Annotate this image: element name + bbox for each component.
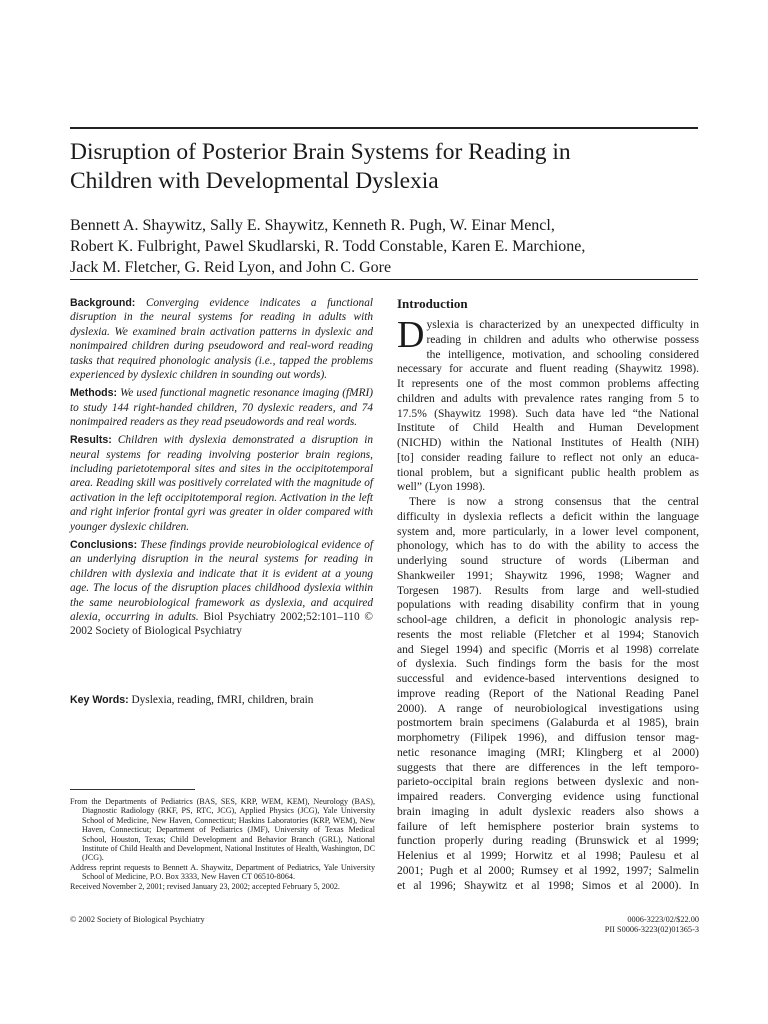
article-title bbox=[70, 138, 700, 196]
abstract bbox=[70, 296, 373, 642]
intro-line: There is now a strong consensus that the central bbox=[409, 496, 699, 508]
intro-line: brain imaging in adult dyslexic readers also shows a bbox=[397, 805, 699, 818]
intro-line: Helenius et al 1999; Horwitz et al 1998; Paulesu et al bbox=[397, 850, 699, 862]
intro-line: 2001; Pugh et al 2000; Rumsey et al 1992, 1997; Salmelin bbox=[397, 864, 699, 877]
author-list bbox=[70, 215, 710, 278]
intro-line: of dyslexia. Such findings form the basis for the most bbox=[397, 658, 699, 671]
affiliations-note: From the Departments of Pediatrics (BAS, SES, KRP, WEM, KEM), Neurology (BAS), Diagnostic Radiology (RKF, PS, RTC, JCG), Applied Physics (JCG), Yale University School of Medicine, New Haven, Connecticut; Haskins Laboratories (KRP, WEM), New Haven, Connecticut; Department of Pediatrics (JMF), University of Texas Medical School, Houston, Texas; Child Development and Behavior Branch (GRL), National Institute of Child Health and Development, National Institutes of Health, Washington, DC (JCG). bbox=[70, 797, 375, 863]
abstract-section-text: Children with dyslexia demonstrated a disruption in neural systems for reading involving posterior brain regions, including parietotemporal sites and sites in the occipitotemporal area. Reading skill was positively correlated with the magnitude of activation in the left occipitotemporal region. Activation in the left and right inferior frontal gyri was greater in older compared with younger dyslexic children. bbox=[70, 434, 373, 533]
intro-line: Torgesen 1987). Results from large and well-studied bbox=[397, 584, 699, 597]
intro-line: function properly during reading (Brunswick et al 1999; bbox=[397, 835, 699, 848]
top-rule bbox=[70, 127, 698, 129]
article-identifiers bbox=[560, 915, 699, 935]
footnotes bbox=[70, 797, 375, 891]
abstract-section-text: Converging evidence indicates a functional disruption in the neural systems for reading in adults with dyslexia. We examined brain activation patterns in dyslexic and nonimpaired children during pseudoword and real-word reading tasks that required phonologic analysis (i.e., tapped the problems experienced by dyslexic children in sounding out words). bbox=[70, 297, 373, 382]
intro-line: 2000). A range of neurobiological investigations using bbox=[397, 702, 699, 715]
intro-line: the intelligence, motivation, and schooling considered bbox=[426, 348, 699, 361]
key-words-label: Key Words: bbox=[70, 694, 129, 706]
intro-line: et al 1996; Shaywitz et al 1998; Simos et al 2000). In bbox=[397, 879, 699, 892]
key-words bbox=[70, 693, 373, 707]
author-line: Bennett A. Shaywitz, Sally E. Shaywitz, Kenneth R. Pugh, W. Einar Mencl, bbox=[70, 217, 555, 234]
intro-line: suggests that there are differences in the left temporo- bbox=[397, 761, 699, 774]
intro-line: reading in children and adults who otherwise possess bbox=[426, 333, 699, 346]
author-line: Jack M. Fletcher, G. Reid Lyon, and John C. Gore bbox=[70, 259, 392, 276]
intro-line: tional problem, but a significant public health problem as bbox=[397, 466, 699, 479]
intro-line: 17.5% (Shaywitz 1998). Such data have led “the National bbox=[397, 407, 699, 420]
intro-line: successful and evidence-based interventions designed to bbox=[397, 673, 699, 685]
intro-line: phonology, which has to do with the ability to access the bbox=[397, 540, 699, 553]
abstract-results bbox=[70, 433, 373, 534]
intro-line: impaired readers. Converging evidence using functional bbox=[397, 791, 699, 803]
received-note: Received November 2, 2001; revised January 23, 2002; accepted February 5, 2002. bbox=[70, 881, 340, 891]
intro-line: postmortem brain specimens (Galaburda et al 1985), brain bbox=[397, 717, 699, 730]
abstract-section-label: Background: bbox=[70, 297, 136, 309]
copyright-notice: © 2002 Society of Biological Psychiatry bbox=[70, 915, 205, 924]
intro-line: and Siegel 1994) and specific (Morris et al 1998) correlate bbox=[397, 643, 699, 656]
intro-line: school-age children, a deficit in phonologic analysis rep- bbox=[397, 614, 699, 626]
pii-code: PII S0006-3223(02)01365-3 bbox=[604, 925, 699, 934]
abstract-section-label: Methods: bbox=[70, 387, 118, 400]
issn-price: 0006-3223/02/$22.00 bbox=[627, 915, 699, 924]
intro-line: It represents one of the most common problems affecting bbox=[397, 378, 699, 390]
section-heading: Introduction bbox=[397, 296, 468, 311]
intro-line: (NICHD) within the National Institutes of Health (NIH) bbox=[397, 437, 699, 449]
intro-line: yslexia is characterized by an unexpected difficulty in bbox=[426, 319, 699, 331]
intro-line: morphometry (Filipek 1996), and diffusion tensor mag- bbox=[397, 732, 699, 744]
abstract-section-text: We used functional magnetic resonance imaging (fMRI) to study 144 right-handed children, 70 dyslexic readers, and 74 nonimpaired readers as they read pseudowords and real words. bbox=[70, 387, 373, 429]
header-rule bbox=[70, 279, 698, 280]
intro-line: populations with reading disability confirm that in young bbox=[397, 599, 699, 612]
reprint-note: Address reprint requests to Bennett A. Shaywitz, Department of Pediatrics, Yale University School of Medicine, P.O. Box 3333, New Haven CT 06510-8064. bbox=[70, 862, 375, 882]
abstract-section-label: Results: bbox=[70, 434, 112, 447]
key-words-text: Dyslexia, reading, fMRI, children, brain bbox=[131, 694, 314, 706]
abstract-section-label: Conclusions: bbox=[70, 538, 138, 551]
intro-line: difficulty in dyslexia reflects a deficit within the language bbox=[397, 510, 699, 523]
intro-line: Shankweiler 1991; Shaywitz 1996, 1998; Wagner and bbox=[397, 569, 699, 582]
intro-line: improve reading (Report of the National Reading Panel bbox=[397, 687, 699, 700]
journal-citation: Biol Psychiatry 2002;52:101–110 © 2002 Society of Biological Psychiatry bbox=[70, 611, 374, 638]
introduction-body bbox=[397, 314, 699, 893]
abstract-section-text: These findings provide neurobiological evidence of an underlying disruption in the neural systems for reading in children with dyslexia and indicate that it is evident at a young age. The locus of the disruption places childhood dyslexia within the same neurobiological framework as dyslexia, and acquired alexia, occurring in adults. bbox=[70, 538, 373, 624]
intro-line: necessary for accurate and fluent reading (Shaywitz 1998). bbox=[397, 363, 699, 376]
intro-line: underlying sound structure of words (Liberman and bbox=[397, 555, 699, 567]
intro-line: resents the most reliable (Fletcher et al 1994; Stanovich bbox=[397, 628, 699, 641]
footnote-rule bbox=[70, 789, 195, 790]
intro-line: [to] consider reading failure to reflect not only an educa- bbox=[397, 451, 699, 464]
drop-cap: D bbox=[397, 314, 425, 356]
intro-line: parieto-occipital brain regions between dyslexic and non- bbox=[397, 776, 699, 789]
title-line: Children with Developmental Dyslexia bbox=[70, 168, 439, 194]
abstract-conclusions bbox=[70, 538, 373, 639]
intro-line: children and adults with prevalence rates ranging from 5 to bbox=[397, 392, 699, 405]
intro-line: failure of left hemisphere posterior brain systems to bbox=[397, 820, 699, 833]
intro-line: well” (Lyon 1998). bbox=[397, 481, 486, 494]
intro-line: Institute of Child Health and Human Development bbox=[397, 422, 699, 435]
abstract-background bbox=[70, 296, 373, 383]
abstract-methods bbox=[70, 386, 373, 429]
title-line: Disruption of Posterior Brain Systems for Reading in bbox=[70, 139, 571, 165]
author-line: Robert K. Fulbright, Pawel Skudlarski, R. Todd Constable, Karen E. Marchione, bbox=[70, 238, 586, 255]
intro-line: netic resonance imaging (MRI; Klingberg et al 2000) bbox=[397, 746, 699, 759]
intro-line: system and, more particularly, in a lower level component, bbox=[397, 525, 699, 538]
